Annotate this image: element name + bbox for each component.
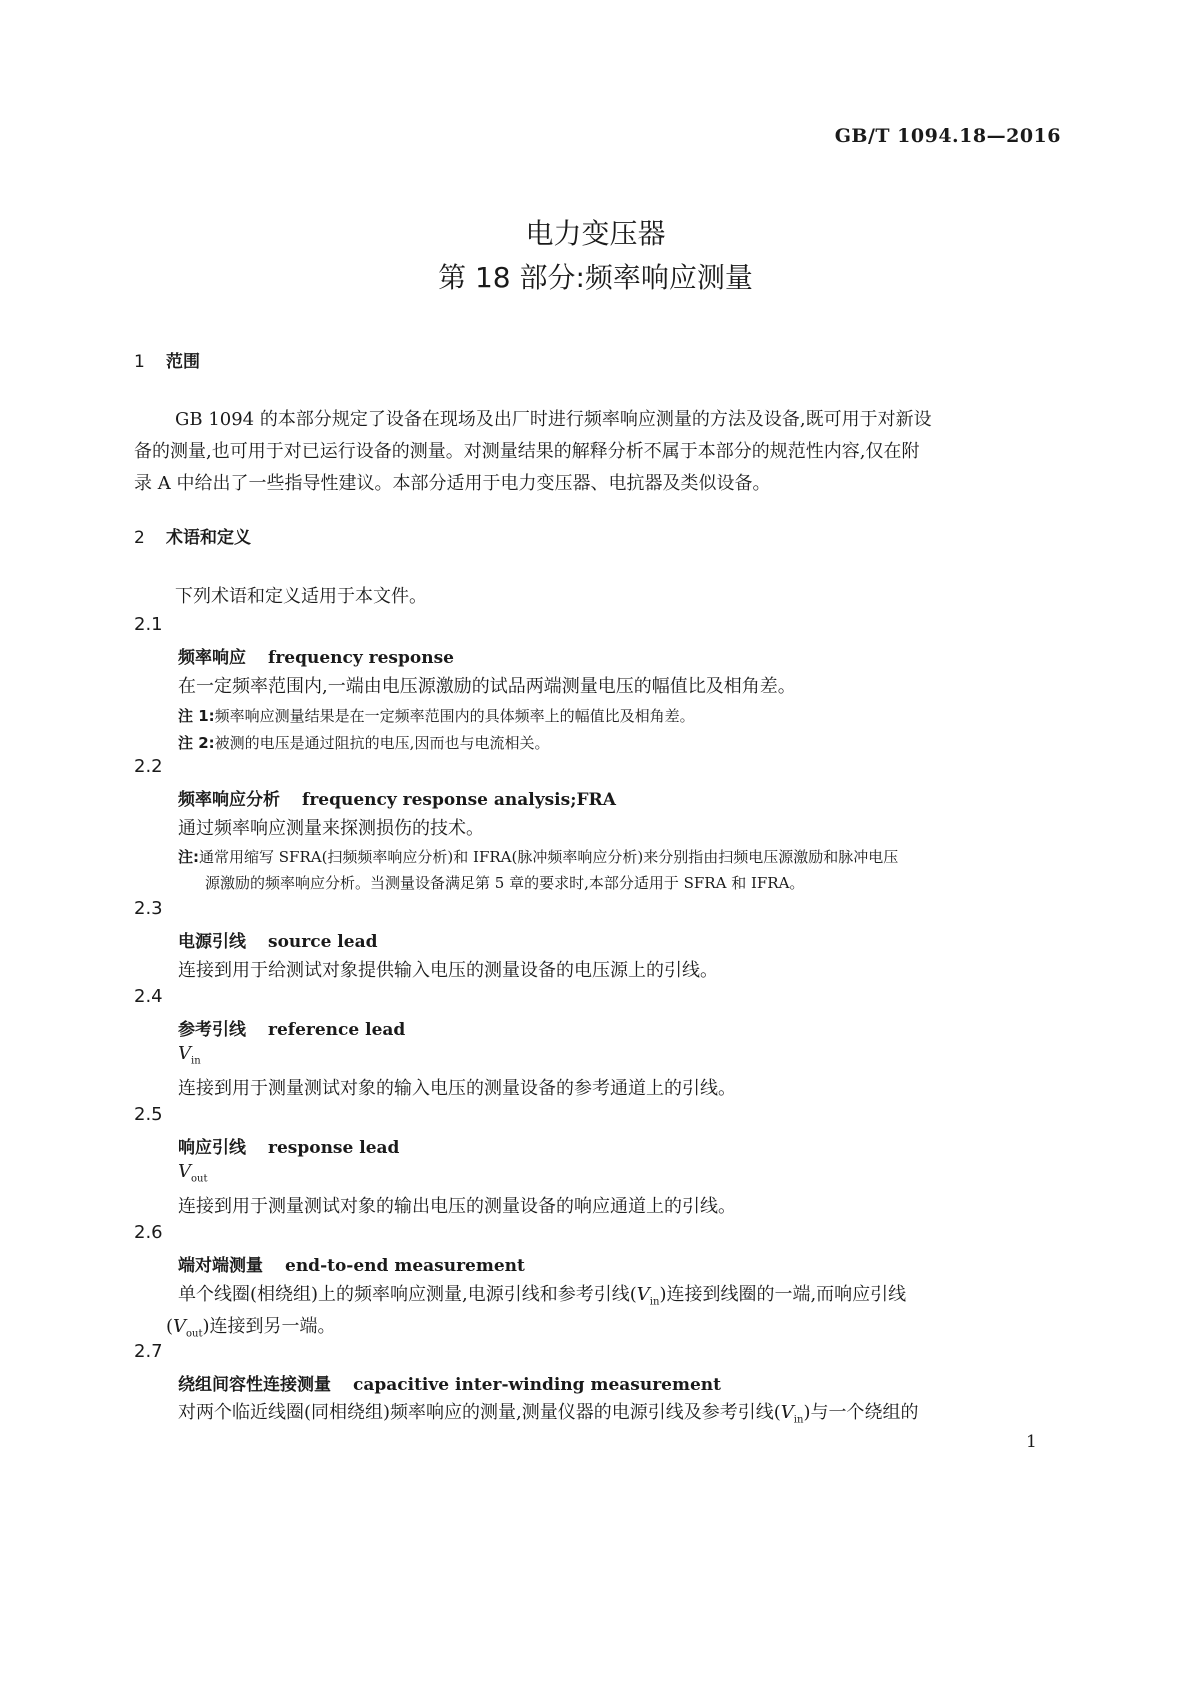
term-en: reference lead: [268, 1020, 406, 1040]
scope-para-line-2: 备的测量,也可用于对已运行设备的测量。对测量结果的解释分析不属于本部分的规范性内容,仅在附: [134, 441, 920, 462]
term-number: 2.4: [134, 986, 163, 1007]
term-number: 2.2: [134, 756, 163, 777]
section-number: 2: [134, 528, 145, 548]
term-number: 2.7: [134, 1341, 163, 1362]
term-en: end-to-end measurement: [285, 1256, 525, 1276]
def-text: )与一个绕组的: [803, 1402, 919, 1423]
term-zh: 绕组间容性连接测量: [178, 1375, 331, 1395]
section-2-heading: [134, 523, 251, 548]
term-en: response lead: [268, 1138, 400, 1158]
term-en: frequency response: [268, 648, 454, 668]
section-1-heading: [134, 347, 200, 372]
term-2-7: [178, 1370, 721, 1395]
def-text: )连接到另一端。: [202, 1316, 336, 1337]
note: [178, 846, 898, 867]
term-number: 2.6: [134, 1222, 163, 1243]
term-definition: 连接到用于测量测试对象的输出电压的测量设备的响应通道上的引线。: [178, 1196, 736, 1217]
def-text: )连接到线圈的一端,而响应引线: [659, 1284, 907, 1305]
scope-para-line-3: 录 A 中给出了一些指导性建议。本部分适用于电力变压器、电抗器及类似设备。: [134, 473, 771, 494]
term-symbol: [178, 1043, 201, 1067]
term-definition: 连接到用于测量测试对象的输入电压的测量设备的参考通道上的引线。: [178, 1078, 736, 1099]
term-definition-line-1: [178, 1398, 918, 1426]
term-definition: 在一定频率范围内,一端由电压源激励的试品两端测量电压的幅值比及相角差。: [178, 676, 796, 697]
term-zh: 响应引线: [178, 1138, 246, 1158]
symbol-letter: V: [173, 1316, 187, 1337]
term-definition: 连接到用于给测试对象提供输入电压的测量设备的电压源上的引线。: [178, 960, 718, 981]
note-text: 被测的电压是通过阻抗的电压,因而也与电流相关。: [214, 734, 550, 752]
term-zh: 参考引线: [178, 1020, 246, 1040]
terms-intro: 下列术语和定义适用于本文件。: [175, 586, 427, 607]
term-2-4: [178, 1015, 405, 1040]
term-symbol: [178, 1161, 207, 1185]
term-en: source lead: [268, 932, 378, 952]
term-2-3: [178, 927, 378, 952]
term-zh: 电源引线: [178, 932, 246, 952]
term-en: capacitive inter-winding measurement: [353, 1375, 721, 1395]
section-title: 范围: [166, 352, 200, 372]
section-number: 1: [134, 352, 145, 372]
def-text: (: [166, 1316, 174, 1337]
note-label: 注:: [178, 848, 199, 866]
note-label: 注 2:: [178, 734, 215, 752]
term-number: 2.1: [134, 614, 163, 635]
note-continuation: 源激励的频率响应分析。当测量设备满足第 5 章的要求时,本部分适用于 SFRA 和 IFRA。: [205, 874, 805, 892]
note-1: [178, 705, 695, 726]
symbol-subscript: in: [793, 1414, 804, 1426]
term-number: 2.3: [134, 898, 163, 919]
note-text: 频率响应测量结果是在一定频率范围内的具体频率上的幅值比及相角差。: [214, 707, 695, 725]
page-number: 1: [1026, 1432, 1037, 1452]
note-text: 通常用缩写 SFRA(扫频频率响应分析)和 IFRA(脉冲频率响应分析)来分别指由扫频电压源激励和脉冲电压: [199, 848, 899, 866]
section-title: 术语和定义: [166, 528, 251, 548]
term-definition-line-1: [178, 1280, 906, 1308]
term-zh: 端对端测量: [178, 1256, 263, 1276]
def-text: 对两个临近线圈(同相绕组)频率响应的测量,测量仪器的电源引线及参考引线(: [178, 1402, 781, 1423]
symbol-subscript: in: [191, 1055, 201, 1067]
symbol-letter: V: [636, 1284, 650, 1305]
term-definition-line-2: [166, 1312, 336, 1340]
term-number: 2.5: [134, 1104, 163, 1125]
symbol-subscript: in: [649, 1296, 660, 1308]
symbol-subscript: out: [191, 1173, 208, 1185]
symbol-letter: V: [178, 1161, 191, 1182]
title-line-1: 电力变压器: [525, 217, 666, 250]
term-2-1: [178, 643, 454, 668]
note-2: [178, 732, 549, 753]
note-label: 注 1:: [178, 707, 215, 725]
term-2-2: [178, 785, 616, 810]
term-2-5: [178, 1133, 399, 1158]
symbol-letter: V: [780, 1402, 794, 1423]
term-zh: 频率响应: [178, 648, 246, 668]
scope-para-line-1: GB 1094 的本部分规定了设备在现场及出厂时进行频率响应测量的方法及设备,既可用于对新设: [175, 409, 932, 430]
term-zh: 频率响应分析: [178, 790, 280, 810]
symbol-subscript: out: [186, 1328, 203, 1340]
symbol-letter: V: [178, 1043, 191, 1064]
term-definition: 通过频率响应测量来探测损伤的技术。: [178, 818, 484, 839]
term-en: frequency response analysis;FRA: [302, 790, 616, 810]
term-2-6: [178, 1251, 525, 1276]
def-text: 单个线圈(相绕组)上的频率响应测量,电源引线和参考引线(: [178, 1284, 637, 1305]
standard-code: GB/T 1094.18—2016: [834, 125, 1061, 147]
title-line-2: 第 18 部分:频率响应测量: [438, 261, 753, 294]
